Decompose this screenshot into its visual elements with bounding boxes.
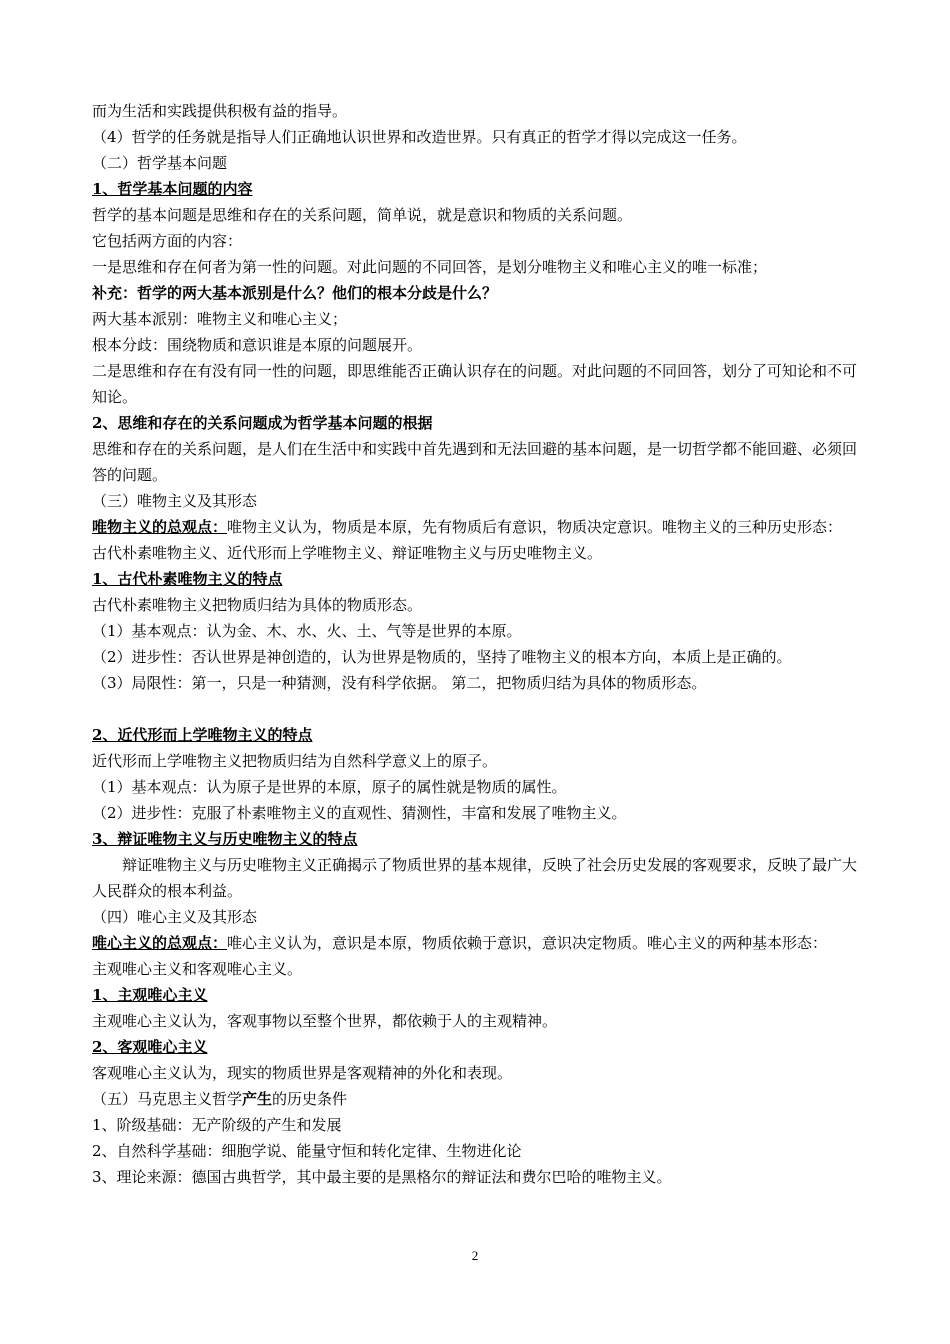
heading-part: （五）马克思主义哲学 xyxy=(92,1090,243,1108)
text-line: 主观唯心主义和客观唯心主义。 xyxy=(92,960,303,978)
page-number: 2 xyxy=(471,1248,479,1263)
term-definition: 唯心主义认为，意识是本原，物质依赖于意识，意识决定物质。唯心主义的两种基本形态： xyxy=(227,934,828,952)
subsection-heading: 1、哲学基本问题的内容 xyxy=(92,180,253,198)
materialism-overview xyxy=(92,514,862,540)
text-line: 古代朴素唯物主义把物质归结为具体的物质形态。 xyxy=(92,596,423,614)
text-line: 一是思维和存在何者为第一性的问题。对此问题的不同回答，是划分唯物主义和唯心主义的唯一标准； xyxy=(92,258,768,276)
idealism-overview xyxy=(92,930,862,956)
text-line: 主观唯心主义认为，客观事物以至整个世界，都依赖于人的主观精神。 xyxy=(92,1012,558,1030)
text-line: （4）哲学的任务就是指导人们正确地认识世界和改造世界。只有真正的哲学才得以完成这一任务。 xyxy=(92,128,747,146)
list-item: 1、阶级基础：无产阶级的产生和发展 xyxy=(92,1116,342,1134)
subsection-heading: 1、古代朴素唯物主义的特点 xyxy=(92,570,283,588)
list-item: （2）进步性：否认世界是神创造的，认为世界是物质的，坚持了唯物主义的根本方向，本质上是正确的。 xyxy=(92,648,792,666)
subsection-heading: 3、辩证唯物主义与历史唯物主义的特点 xyxy=(92,830,358,848)
text-line: 客观唯心主义认为，现实的物质世界是客观精神的外化和表现。 xyxy=(92,1064,513,1082)
section-heading xyxy=(92,1086,862,1112)
text-line: 两大基本派别：唯物主义和唯心主义； xyxy=(92,310,348,328)
list-item: （3）局限性：第一，只是一种猜测，没有科学依据。 第二，把物质归结为具体的物质形态。 xyxy=(92,674,707,692)
blank-line xyxy=(92,696,862,722)
list-item: （1）基本观点：认为原子是世界的本原，原子的属性就是物质的属性。 xyxy=(92,778,567,796)
text-line: 近代形而上学唯物主义把物质归结为自然科学意义上的原子。 xyxy=(92,752,498,770)
list-item: 3、理论来源：德国古典哲学，其中最主要的是黑格尔的辩证法和费尔巴哈的唯物主义。 xyxy=(92,1168,672,1186)
text-line: 根本分歧：围绕物质和意识谁是本原的问题展开。 xyxy=(92,336,423,354)
heading-emphasis: 产生 xyxy=(242,1090,273,1108)
term-label: 唯物主义的总观点： xyxy=(92,518,228,536)
subsection-heading: 2、近代形而上学唯物主义的特点 xyxy=(92,726,313,744)
term-definition: 唯物主义认为，物质是本原，先有物质后有意识，物质决定意识。唯物主义的三种历史形态： xyxy=(227,518,843,536)
term-label: 唯心主义的总观点： xyxy=(92,934,228,952)
list-item: （1）基本观点：认为金、木、水、火、土、气等是世界的本原。 xyxy=(92,622,522,640)
subsection-heading: 1、主观唯心主义 xyxy=(92,986,208,1004)
section-heading: （三）唯物主义及其形态 xyxy=(92,492,258,510)
section-heading: （二）哲学基本问题 xyxy=(92,154,228,172)
text-paragraph: 辩证唯物主义与历史唯物主义正确揭示了物质世界的基本规律，反映了社会历史发展的客观要求，反映了最广大人民群众的根本利益。 xyxy=(92,856,858,900)
supplement-question: 补充：哲学的两大基本派别是什么？他们的根本分歧是什么？ xyxy=(92,284,498,302)
subsection-heading: 2、客观唯心主义 xyxy=(92,1038,208,1056)
document-body xyxy=(92,98,862,1190)
heading-part: 的历史条件 xyxy=(272,1090,348,1108)
subsection-heading: 2、思维和存在的关系问题成为哲学基本问题的根据 xyxy=(92,414,433,432)
text-line: 古代朴素唯物主义、近代形而上学唯物主义、辩证唯物主义与历史唯物主义。 xyxy=(92,544,603,562)
text-line: 而为生活和实践提供积极有益的指导。 xyxy=(92,102,348,120)
text-paragraph: 思维和存在的关系问题，是人们在生活中和实践中首先遇到和无法回避的基本问题，是一切哲学都不能回避、必须回答的问题。 xyxy=(92,440,858,484)
list-item: （2）进步性：克服了朴素唯物主义的直观性、猜测性，丰富和发展了唯物主义。 xyxy=(92,804,627,822)
text-paragraph: 二是思维和存在有没有同一性的问题，即思维能否正确认识存在的问题。对此问题的不同回答，划分了可知论和不可知论。 xyxy=(92,362,858,406)
list-item: 2、自然科学基础：细胞学说、能量守恒和转化定律、生物进化论 xyxy=(92,1142,522,1160)
section-heading: （四）唯心主义及其形态 xyxy=(92,908,258,926)
text-line: 它包括两方面的内容： xyxy=(92,232,243,250)
text-line: 哲学的基本问题是思维和存在的关系问题，简单说，就是意识和物质的关系问题。 xyxy=(92,206,633,224)
